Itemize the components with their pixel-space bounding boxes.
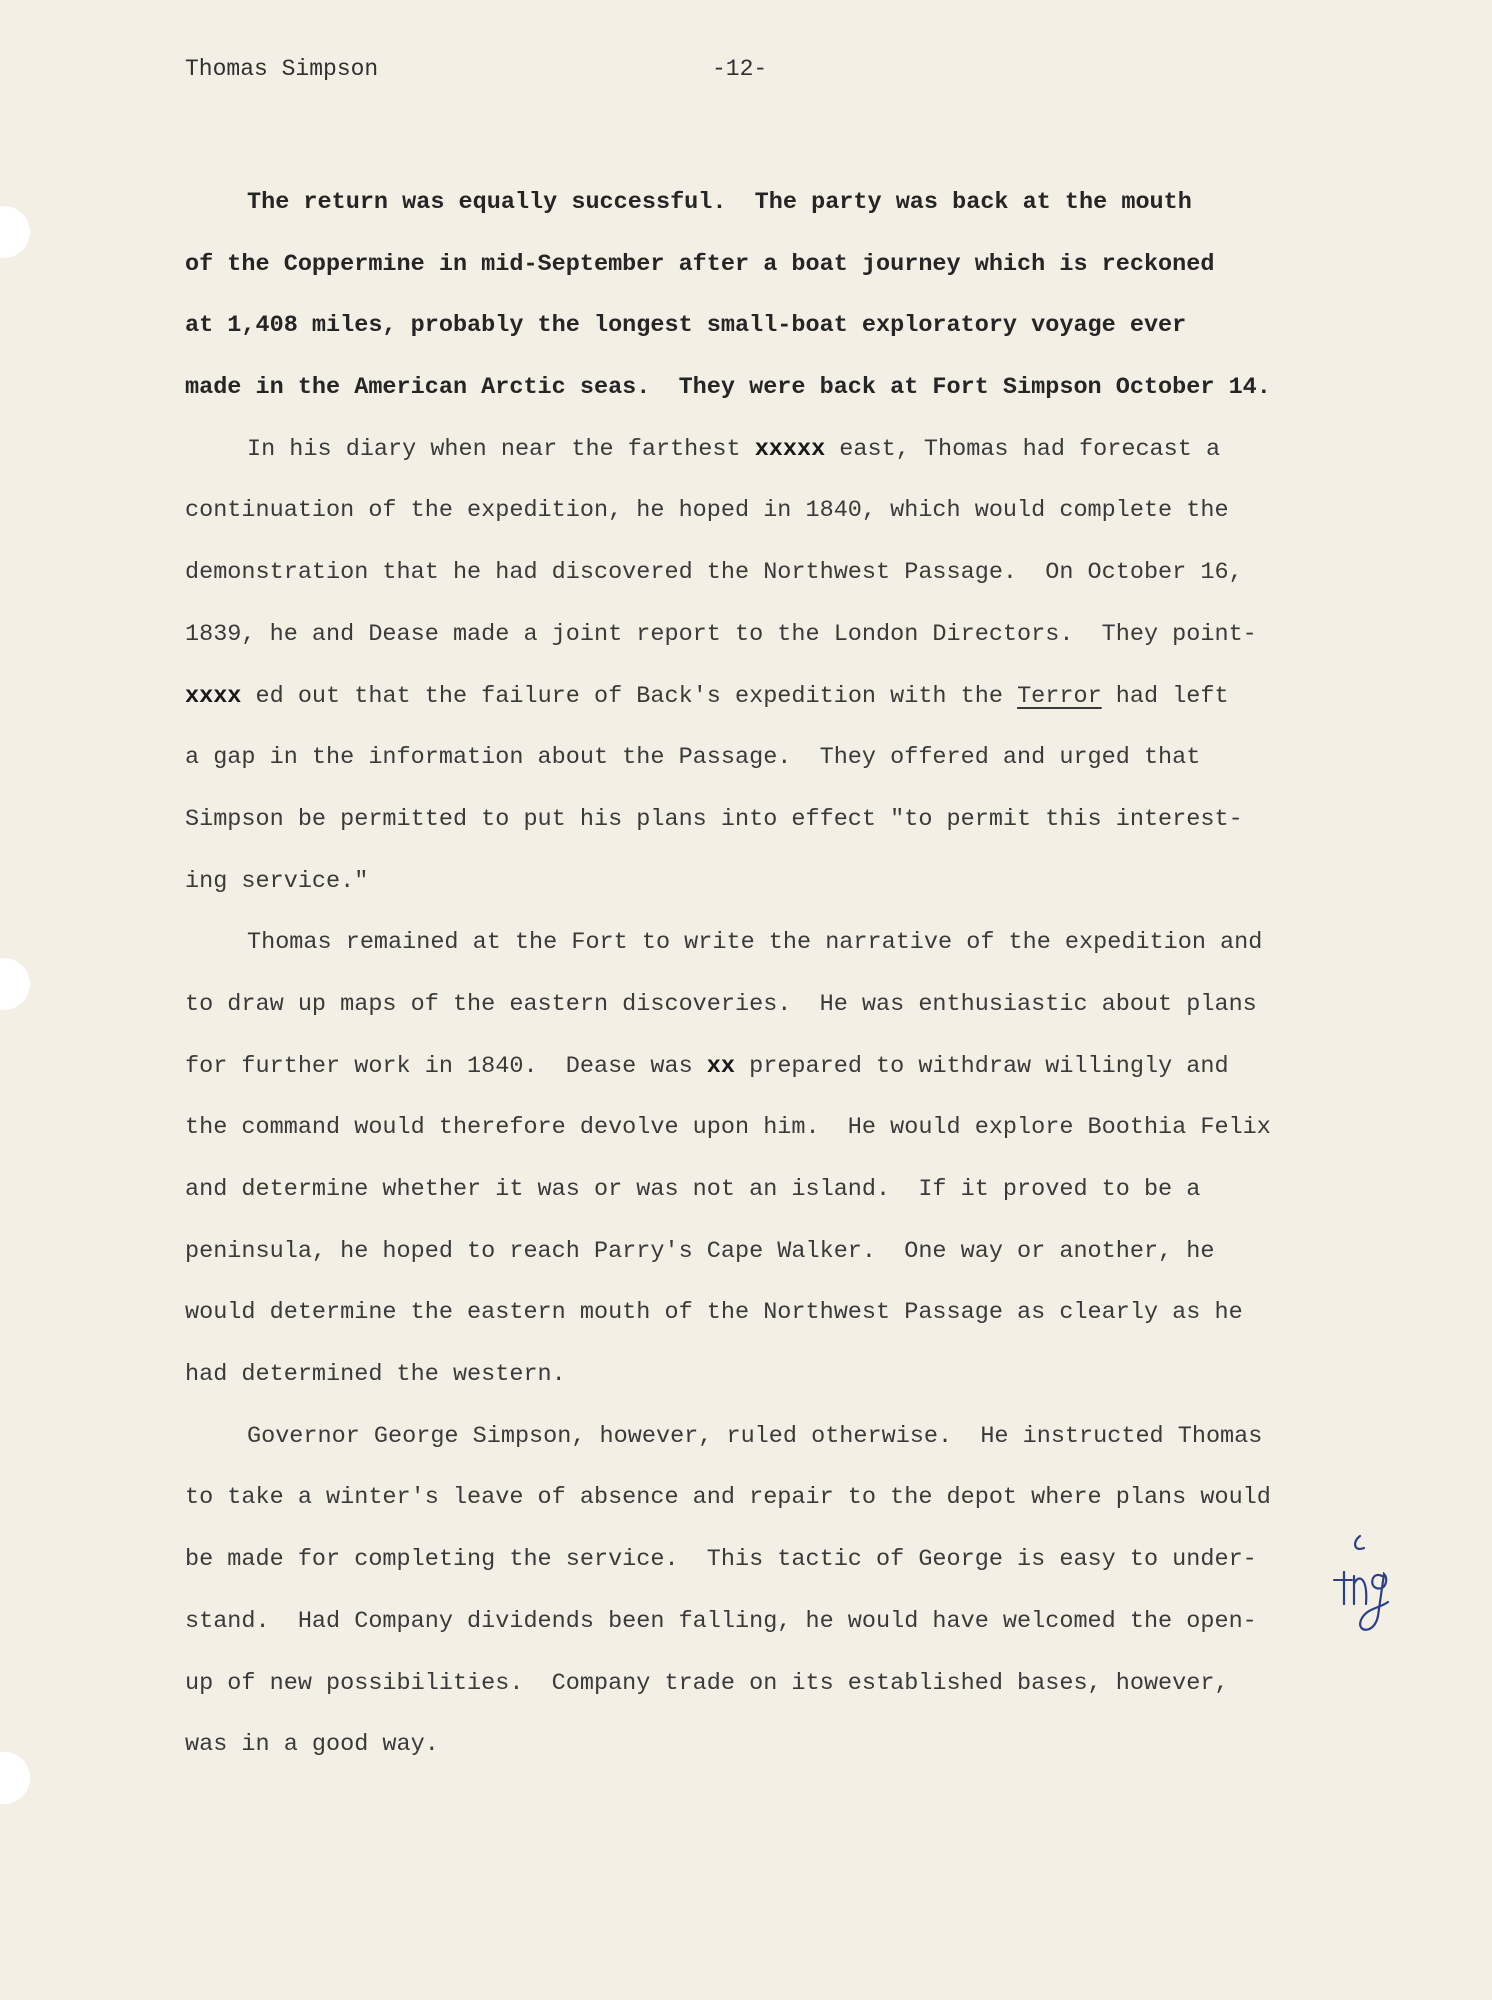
body-text — [185, 172, 1385, 1776]
text-line — [185, 357, 1385, 419]
line-text: and determine whether it was or was not an island. If it proved to be a — [185, 1176, 1201, 1203]
text-line — [185, 1282, 1385, 1344]
punch-hole — [0, 1752, 30, 1804]
line-text: east, Thomas had forecast a — [825, 435, 1221, 463]
line-text: Governor George Simpson, however, ruled otherwise. He instructed Thomas — [247, 1422, 1263, 1450]
text-line — [185, 789, 1385, 851]
struck-out-text: xxxxx — [754, 435, 826, 463]
text-line — [185, 851, 1385, 913]
line-text: peninsula, he hoped to reach Parry's Cape Walker. One way or another, he — [185, 1237, 1215, 1265]
line-text: 1839, he and Dease made a joint report to the London Directors. They point- — [185, 620, 1257, 648]
text-line — [185, 1344, 1385, 1406]
line-text: Simpson be permitted to put his plans into effect "to permit this interest- — [185, 805, 1243, 833]
punch-hole — [0, 206, 30, 258]
line-text: ed out that the failure of Back's expedition with the — [241, 682, 1018, 710]
text-line — [185, 974, 1385, 1036]
line-text: In his diary when near the farthest — [247, 435, 755, 463]
punch-hole — [0, 958, 30, 1010]
line-text: for further work in 1840. Dease was — [185, 1052, 707, 1080]
text-line — [185, 1036, 1385, 1098]
text-line — [185, 1159, 1385, 1221]
struck-out-text: xxxx — [185, 682, 242, 710]
text-line — [185, 295, 1385, 357]
text-line — [185, 1653, 1385, 1715]
line-text: had left — [1101, 682, 1229, 710]
text-line — [185, 1529, 1385, 1591]
text-line — [185, 604, 1385, 666]
text-line — [185, 1406, 1385, 1468]
handwritten-ing-insertion — [1330, 1532, 1392, 1642]
line-text: be made for completing the service. This tactic of George is easy to under- — [185, 1546, 1257, 1574]
struck-out-text: xx — [706, 1052, 736, 1080]
line-text: would determine the eastern mouth of the Northwest Passage as clearly as he — [185, 1299, 1243, 1327]
text-line — [185, 1221, 1385, 1283]
handwritten-insert-text: ing — [1361, 1594, 1363, 1595]
text-line — [185, 912, 1385, 974]
line-text: Thomas remained at the Fort to write the narrative of the expedition and — [247, 929, 1263, 957]
text-line — [185, 1591, 1385, 1653]
text-line — [185, 1467, 1385, 1529]
text-line — [185, 1097, 1385, 1159]
line-text: the command would therefore devolve upon him. He would explore Boothia Felix — [185, 1114, 1271, 1142]
text-line — [185, 480, 1385, 542]
line-text: prepared to withdraw willingly and — [735, 1052, 1229, 1080]
line-text: to take a winter's leave of absence and repair to the depot where plans would — [185, 1484, 1271, 1512]
text-line — [185, 234, 1385, 296]
page-number: -12- — [712, 56, 768, 82]
text-line — [185, 666, 1385, 728]
line-text: had determined the western. — [185, 1361, 566, 1389]
line-text: stand. Had Company dividends been falling, he would have welcomed the open- — [185, 1607, 1257, 1635]
running-header-author: Thomas Simpson — [185, 56, 379, 82]
text-line — [185, 727, 1385, 789]
line-text: at 1,408 miles, probably the longest small-boat exploratory voyage ever — [185, 312, 1187, 340]
text-line — [185, 542, 1385, 604]
line-text: demonstration that he had discovered the Northwest Passage. On October 16, — [185, 559, 1243, 587]
text-line — [185, 172, 1385, 234]
line-text: was in a good way. — [185, 1731, 439, 1759]
underlined-title: Terror — [1017, 682, 1102, 710]
line-text: The return was equally successful. The party was back at the mouth — [247, 189, 1192, 216]
line-text: a gap in the information about the Passage. They offered and urged that — [185, 744, 1201, 772]
line-text: to draw up maps of the eastern discoveries. He was enthusiastic about plans — [185, 990, 1257, 1018]
text-line — [185, 419, 1385, 481]
line-text: made in the American Arctic seas. They were back at Fort Simpson October 14. — [185, 374, 1271, 402]
line-text: continuation of the expedition, he hoped in 1840, which would complete the — [185, 497, 1229, 525]
text-line — [185, 1714, 1385, 1776]
line-text: of the Coppermine in mid-September after a boat journey which is reckoned — [185, 250, 1215, 278]
line-text: up of new possibilities. Company trade on its established bases, however, — [185, 1669, 1229, 1697]
line-text: ing service." — [185, 867, 369, 895]
